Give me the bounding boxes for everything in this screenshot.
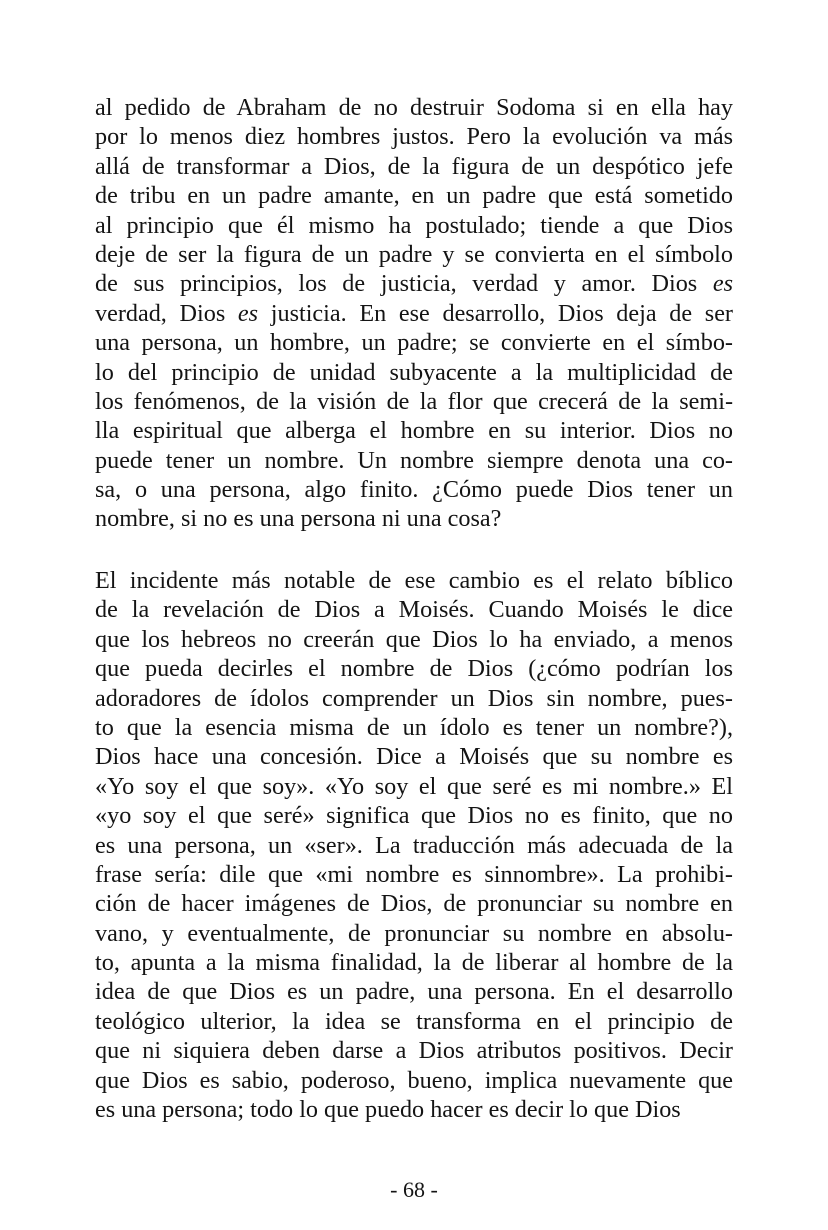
text-run: vano, y eventualmente, de pronunciar su nombre en absolu-	[95, 919, 733, 947]
text-run: por lo menos diez hombres justos. Pero la evolución va más	[95, 123, 733, 151]
text-line	[95, 713, 733, 742]
text-line	[95, 831, 733, 860]
text-line	[95, 654, 733, 683]
text-run: verdad, Dios	[95, 299, 238, 327]
text-run: es una persona, un «ser». La traducción más adecuada de la	[95, 831, 733, 859]
text-run: Dios hace una concesión. Dice a Moisés que su nombre es	[95, 743, 733, 771]
text-run: una persona, un hombre, un padre; se convierte en el símbo-	[95, 329, 733, 357]
text-run: El incidente más notable de ese cambio es el relato bíblico	[95, 567, 733, 594]
text-run: frase sería: dile que «mi nombre es sinnombre». La prohibi-	[95, 860, 733, 888]
text-line	[95, 475, 733, 504]
text-run: puede tener un nombre. Un nombre siempre denota una co-	[95, 446, 733, 474]
text-line	[95, 1036, 733, 1065]
text-run: ción de hacer imágenes de Dios, de pronunciar su nombre en	[95, 890, 733, 918]
text-line	[95, 446, 733, 475]
text-line	[95, 504, 733, 533]
text-line	[95, 977, 733, 1006]
text-run: «yo soy el que seré» significa que Dios no es finito, que no	[95, 802, 733, 830]
text-run: que pueda decirles el nombre de Dios (¿cómo podrían los	[95, 655, 733, 683]
text-line	[95, 566, 733, 595]
text-line	[95, 122, 733, 151]
text-run: lo del principio de unidad subyacente a la multiplicidad de	[95, 358, 733, 386]
text-run: to que la esencia misma de un ídolo es tener un nombre?),	[95, 713, 733, 741]
text-line	[95, 299, 733, 328]
text-run: los fenómenos, de la visión de la flor que crecerá de la semi-	[95, 387, 733, 415]
text-run: que los hebreos no creerán que Dios lo ha enviado, a menos	[95, 625, 733, 653]
text-line	[95, 93, 733, 122]
text-line	[95, 860, 733, 889]
text-run: allá de transformar a Dios, de la figura de un despótico jefe	[95, 152, 733, 180]
text-run: al principio que él mismo ha postulado; tiende a que Dios	[95, 211, 733, 239]
text-line	[95, 152, 733, 181]
text-line	[95, 625, 733, 654]
paragraph-1	[95, 93, 733, 534]
text-run: justicia. En ese desarrollo, Dios deja de ser	[258, 299, 733, 327]
text-line	[95, 1095, 733, 1124]
text-run: lla espiritual que alberga el hombre en su interior. Dios no	[95, 417, 733, 445]
text-run: idea de que Dios es un padre, una persona. En el desarrollo	[95, 978, 733, 1006]
text-line	[95, 269, 733, 298]
text-line	[95, 240, 733, 269]
paragraph-2	[95, 566, 733, 1124]
text-line	[95, 181, 733, 210]
text-run: nombre, si no es una persona ni una cosa?	[95, 505, 502, 533]
text-line	[95, 416, 733, 445]
text-run: que Dios es sabio, poderoso, bueno, implica nuevamente que	[95, 1066, 733, 1094]
text-run: de la revelación de Dios a Moisés. Cuando Moisés le dice	[95, 596, 733, 624]
text-run: to, apunta a la misma finalidad, la de liberar al hombre de la	[95, 949, 733, 977]
text-run: de tribu en un padre amante, en un padre que está sometido	[95, 182, 733, 210]
page-number: - 68 -	[390, 1177, 438, 1202]
text-line	[95, 919, 733, 948]
text-run: es una persona; todo lo que puedo hacer es decir lo que Dios	[95, 1096, 681, 1124]
text-line	[95, 328, 733, 357]
text-line	[95, 358, 733, 387]
text-line	[95, 1066, 733, 1095]
text-run: sa, o una persona, algo finito. ¿Cómo puede Dios tener un	[95, 476, 733, 504]
text-run: de sus principios, los de justicia, verdad y amor. Dios	[95, 270, 713, 298]
text-run: que ni siquiera deben darse a Dios atributos positivos. Decir	[95, 1037, 733, 1065]
text-line	[95, 684, 733, 713]
italic-emphasis: es	[237, 299, 259, 327]
text-line	[95, 595, 733, 624]
text-run: teológico ulterior, la idea se transforma en el principio de	[95, 1007, 733, 1035]
text-line	[95, 889, 733, 918]
text-line	[95, 387, 733, 416]
text-line	[95, 1007, 733, 1036]
text-line	[95, 801, 733, 830]
text-run: al pedido de Abraham de no destruir Sodoma si en ella hay	[95, 94, 733, 121]
text-run: adoradores de ídolos comprender un Dios sin nombre, pues-	[95, 684, 733, 712]
text-line	[95, 948, 733, 977]
text-line	[95, 772, 733, 801]
text-line	[95, 211, 733, 240]
text-run: deje de ser la figura de un padre y se convierta en el símbolo	[95, 240, 733, 268]
italic-emphasis: es	[712, 270, 733, 298]
text-run: «Yo soy el que soy». «Yo soy el que seré es mi nombre.» El	[95, 772, 733, 800]
text-line	[95, 742, 733, 771]
